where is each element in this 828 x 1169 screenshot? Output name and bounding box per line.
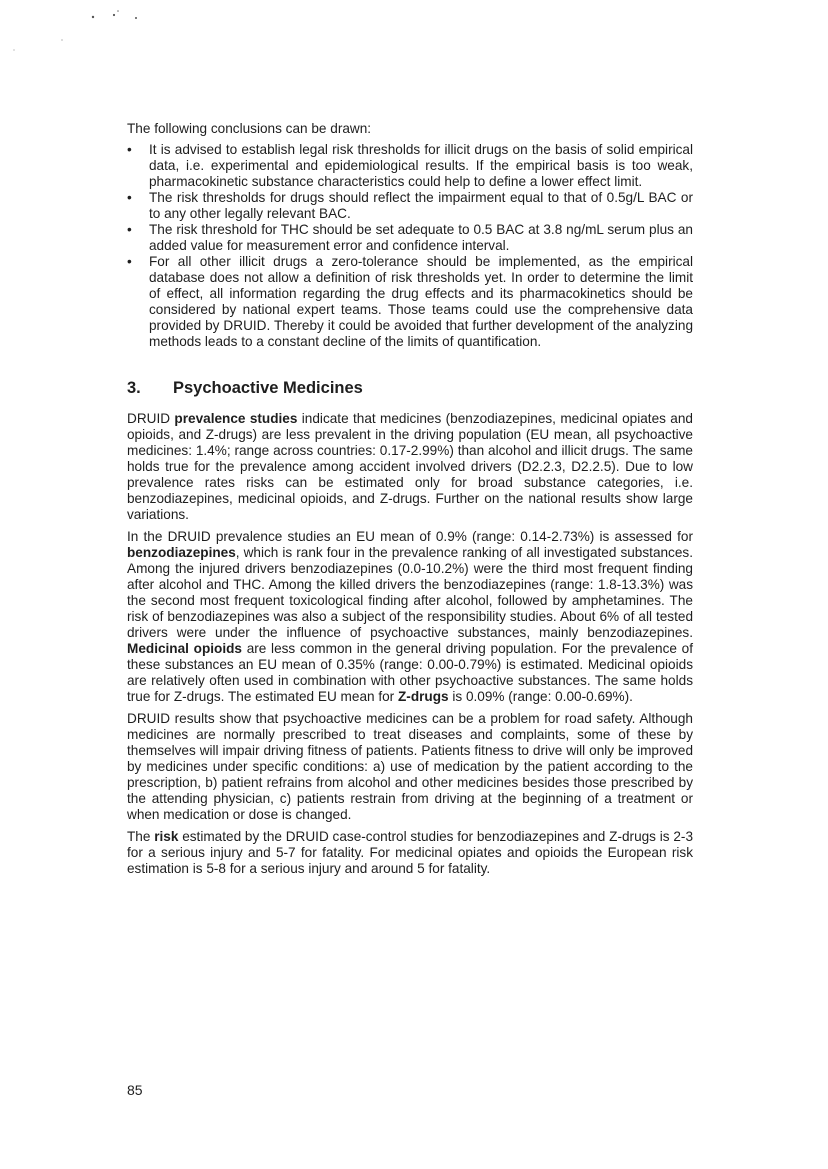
text-run: , which is rank four in the prevalence ranking of all investigated substances. Among the injured drivers benzodiazepines (0.0-10.2%) were the third most frequent finding after alcohol and THC. Among the killed drivers the benzodiazepines (range: 1.8-13.3%) was the second most frequent toxicological finding after alcohol, followed by amphetamines. The risk of benzodiazepines was also a subject of the responsibility studies. About 6% of all tested drivers were under the influence of psychoactive substances, mainly benzodiazepines. [127,545,693,640]
paragraph-prevalence [127,411,693,523]
bullet-icon: • [127,190,132,205]
list-item [127,254,693,350]
bullet-icon: • [127,222,132,237]
page-number: 85 [127,1082,143,1098]
list-item-text: For all other illicit drugs a zero-tolerance should be implemented, as the empirical database does not allow a definition of risk thresholds yet. In order to determine the limit of effect, all information regarding the drug effects and its pharmacokinetics should be considered by national expert teams. Those teams could use the comprehensive data provided by DRUID. Thereby it could be avoided that further development of the analyzing methods leads to a constant decline of the limits of quantification. [149,254,693,349]
bold-term: benzodiazepines [127,545,236,560]
list-item [127,222,693,254]
section-number: 3. [127,379,141,397]
text-run: The [127,829,155,844]
list-item-text: The risk threshold for THC should be set adequate to 0.5 BAC at 3.8 ng/mL serum plus an added value for measurement error and confidence interval. [149,222,693,253]
conclusions-list [127,142,693,350]
section-heading [127,378,693,398]
bold-term: risk [154,829,179,844]
bullet-icon: • [127,254,132,269]
bullet-icon: • [127,142,132,157]
paragraph-benzodiazepines [127,529,693,705]
text-run: is 0.09% (range: 0.00-0.69%). [448,689,633,704]
list-item [127,142,693,190]
paragraph-road-safety: DRUID results show that psychoactive medicines can be a problem for road safety. Although medicines are normally prescribed to treat diseases and complaints, some of these by themselves will impair driving fitness of patients. Patients fitness to drive will only be improved by medicines under specific conditions: a) use of medication by the patient according to the prescription, b) patient refrains from alcohol and other medicines besides those prescribed by the attending physician, c) patients restrain from driving at the beginning of a treatment or when medication or dose is changed. [127,711,693,822]
text-run: DRUID [127,411,175,426]
text-run: are less common in the general driving population. For the prevalence of these substances an EU mean of 0.35% (range: 0.00-0.79%) is estimated. Medicinal opioids are relatively often used in combination with other psychoactive substances. The same holds true for Z-drugs. The estimated EU mean for [127,641,693,704]
conclusions-intro: The following conclusions can be drawn: [127,121,372,136]
section-title: Psychoactive Medicines [173,379,363,397]
text-run: estimated by the DRUID case-control studies for benzodiazepines and Z-drugs is 2-3 for a serious injury and 5-7 for fatality. For medicinal opiates and opioids the European risk estimation is 5-8 for a serious injury and around 5 for fatality. [127,829,694,876]
content-area [127,121,693,883]
bold-term: Z-drugs [397,689,449,704]
list-item-text: It is advised to establish legal risk thresholds for illicit drugs on the basis of solid empirical data, i.e. experimental and epidemiological results. If the empirical basis is too weak, pharmacokinetic substance characteristics could help to define a lower effect limit. [149,142,693,189]
paragraph-risk [127,829,693,877]
bold-term: Medicinal opioids [127,641,242,656]
scan-specks [0,0,160,60]
list-item [127,190,693,222]
bold-term: prevalence studies [174,411,298,426]
text-run: indicate that medicines (benzodiazepines, medicinal opiates and opioids, and Z-drugs) are less prevalent in the driving population (EU mean, all psychoactive medicines: 1.4%; range across countries: 0.17-2.99%) than alcohol and illicit drugs. The same holds true for the prevalence among accident involved drivers (D2.2.3, D2.2.5). Due to low prevalence rates risks can be estimated only for broad substance categories, i.e. benzodiazepines, medicinal opioids, and Z-drugs. Further on the national results show large variations. [127,411,693,522]
text-run: In the DRUID prevalence studies an EU mean of 0.9% (range: 0.14-2.73%) is assessed for [127,529,693,544]
list-item-text: The risk thresholds for drugs should reflect the impairment equal to that of 0.5g/L BAC or to any other legally relevant BAC. [149,190,693,221]
